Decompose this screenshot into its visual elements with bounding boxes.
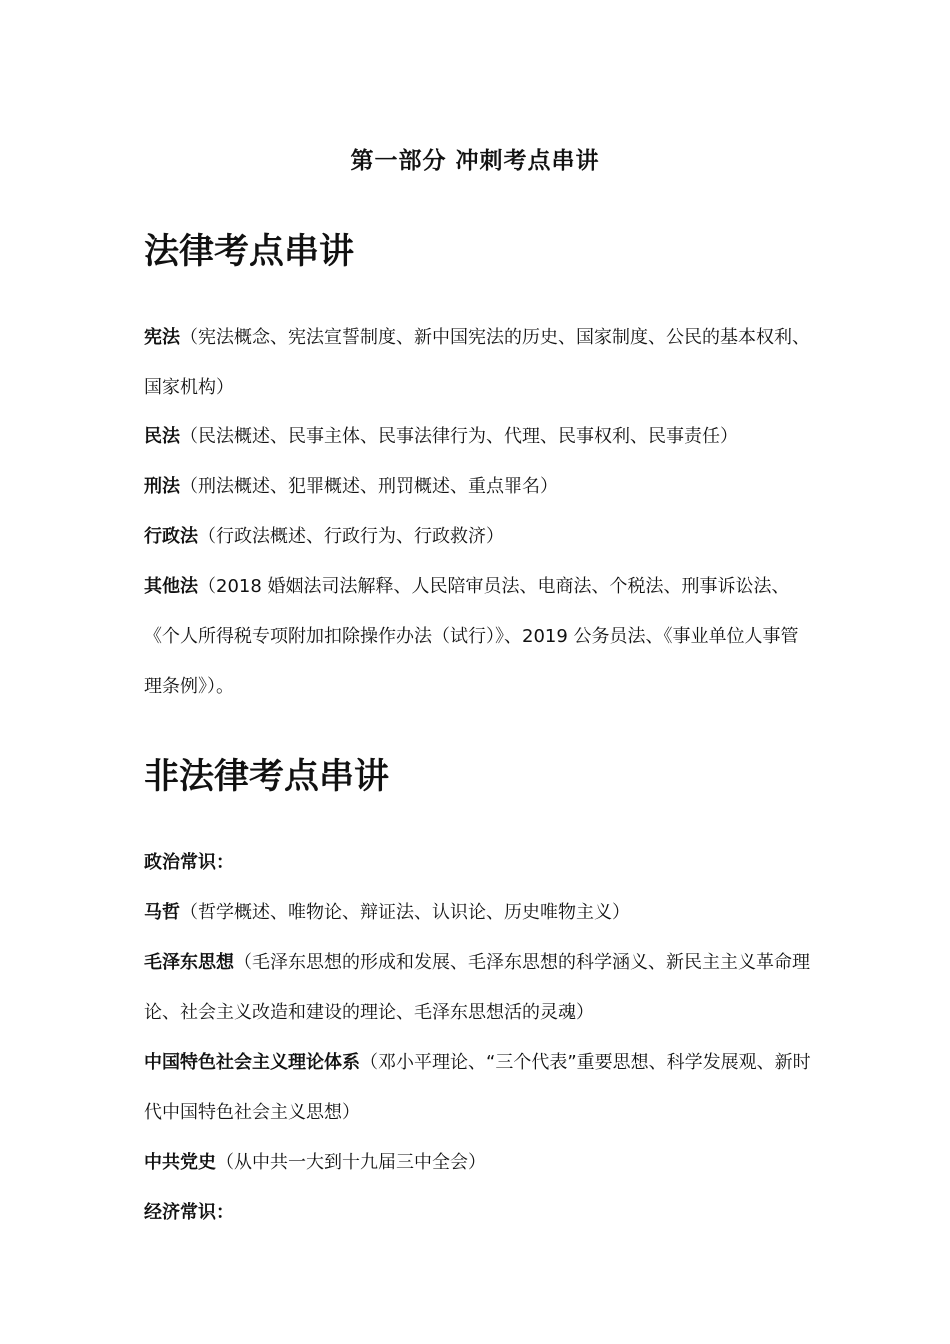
item-label: 行政法 <box>144 526 198 547</box>
item-label: 民法 <box>144 426 180 447</box>
nonlaw-item-socialism-theory <box>144 1038 814 1138</box>
item-label: 中共党史 <box>144 1152 216 1173</box>
item-label: 毛泽东思想 <box>144 952 234 973</box>
item-detail: （邓小平理论、“三个代表”重要思想、科学发展观、新时代中国特色社会主义思想） <box>144 1052 811 1123</box>
politics-label: 政治常识： <box>144 852 234 873</box>
law-item-criminal <box>144 462 814 512</box>
nonlaw-item-mao-thought <box>144 938 814 1038</box>
item-label: 马哲 <box>144 902 180 923</box>
nonlaw-section-heading: 非法律考点串讲 <box>144 757 390 797</box>
law-item-administrative <box>144 512 814 562</box>
item-label: 刑法 <box>144 476 180 497</box>
economics-subheading <box>144 1188 814 1238</box>
item-label: 中国特色社会主义理论体系 <box>144 1052 360 1073</box>
item-detail: （毛泽东思想的形成和发展、毛泽东思想的科学涵义、新民主主义革命理论、社会主义改造和建设的理论、毛泽东思想活的灵魂） <box>144 952 810 1023</box>
item-detail: （2018 婚姻法司法解释、人民陪审员法、电商法、个税法、刑事诉讼法、《个人所得税专项附加扣除操作办法（试行）》、2019 公务员法、《事业单位人事管理条例》）。 <box>144 576 799 697</box>
item-detail: （宪法概念、宪法宣誓制度、新中国宪法的历史、国家制度、公民的基本权利、国家机构） <box>144 327 810 398</box>
item-label: 其他法 <box>144 576 198 597</box>
item-detail: （刑法概述、犯罪概述、刑罚概述、重点罪名） <box>180 476 558 497</box>
politics-subheading <box>144 838 814 888</box>
part-title: 第一部分 冲刺考点串讲 <box>350 148 600 174</box>
item-detail: （哲学概述、唯物论、辩证法、认识论、历史唯物主义） <box>180 902 630 923</box>
law-item-constitution <box>144 313 814 413</box>
item-detail: （民法概述、民事主体、民事法律行为、代理、民事权利、民事责任） <box>180 426 738 447</box>
law-item-civil <box>144 412 814 462</box>
economics-label: 经济常识： <box>144 1202 234 1223</box>
law-section-heading: 法律考点串讲 <box>144 232 355 272</box>
item-label: 宪法 <box>144 327 180 348</box>
law-item-other <box>144 562 814 712</box>
item-detail: （行政法概述、行政行为、行政救济） <box>198 526 504 547</box>
nonlaw-item-marxist-philosophy <box>144 888 814 938</box>
nonlaw-item-party-history <box>144 1138 814 1188</box>
item-detail: （从中共一大到十九届三中全会） <box>216 1152 486 1173</box>
